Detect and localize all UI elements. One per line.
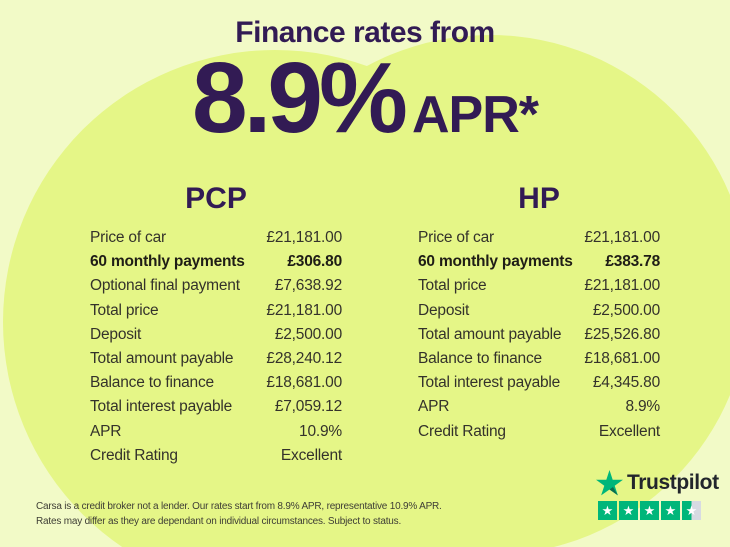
row-label: 60 monthly payments bbox=[90, 253, 245, 271]
trustpilot-wordmark-row bbox=[596, 470, 719, 496]
hp-table-title: HP bbox=[518, 182, 560, 215]
row-label: Balance to finance bbox=[90, 374, 214, 392]
table-row bbox=[418, 250, 660, 274]
star-icon: ★ bbox=[622, 503, 635, 518]
row-value: Excellent bbox=[598, 422, 660, 440]
rate-apr-suffix: APR* bbox=[411, 86, 538, 144]
table-row bbox=[90, 299, 342, 323]
star-box-full-icon bbox=[661, 501, 680, 520]
star-icon: ★ bbox=[643, 503, 656, 518]
banner-title: Finance rates from bbox=[235, 16, 495, 49]
row-value: £18,681.00 bbox=[266, 374, 342, 392]
table-row bbox=[418, 274, 660, 298]
table-row bbox=[90, 371, 342, 395]
legal-disclaimer bbox=[36, 499, 442, 529]
row-label: Optional final payment bbox=[90, 277, 240, 295]
row-label: Deposit bbox=[90, 325, 142, 343]
star-box-full-icon bbox=[598, 501, 617, 520]
row-label: Total interest payable bbox=[90, 398, 233, 416]
row-label: Total amount payable bbox=[418, 325, 562, 343]
trustpilot-star-icon bbox=[596, 470, 623, 496]
row-label: Deposit bbox=[418, 301, 470, 319]
trustpilot-brand-name: Trustpilot bbox=[627, 471, 719, 494]
table-row bbox=[90, 323, 342, 347]
table-row bbox=[90, 274, 342, 298]
table-row bbox=[418, 395, 660, 419]
row-label: Balance to finance bbox=[418, 350, 542, 368]
row-label: APR bbox=[418, 398, 450, 416]
row-value: Excellent bbox=[280, 446, 342, 464]
star-icon: ★ bbox=[664, 503, 677, 518]
row-value: £2,500.00 bbox=[592, 301, 660, 319]
row-label: Total amount payable bbox=[90, 350, 234, 368]
row-label: APR bbox=[90, 422, 122, 440]
star-icon: ★ bbox=[685, 503, 698, 518]
row-value: £21,181.00 bbox=[266, 229, 342, 247]
table-row bbox=[418, 226, 660, 250]
star-box-half-icon bbox=[682, 501, 701, 520]
star-box-full-icon bbox=[640, 501, 659, 520]
row-value: £21,181.00 bbox=[584, 229, 660, 247]
table-row bbox=[418, 323, 660, 347]
disclaimer-line-1: Carsa is a credit broker not a lender. Our rates start from 8.9% APR, representative 10.9% APR. bbox=[36, 501, 442, 512]
table-row bbox=[418, 347, 660, 371]
row-value: £25,526.80 bbox=[584, 325, 660, 343]
row-label: Credit Rating bbox=[418, 422, 506, 440]
row-value: 10.9% bbox=[299, 422, 342, 440]
hp-finance-table bbox=[418, 182, 660, 444]
row-value: 8.9% bbox=[625, 398, 660, 416]
row-label: Price of car bbox=[418, 229, 494, 247]
star-icon: ★ bbox=[601, 503, 614, 518]
table-row bbox=[90, 420, 342, 444]
row-value: £2,500.00 bbox=[274, 325, 342, 343]
row-label: Credit Rating bbox=[90, 446, 178, 464]
row-label: Total price bbox=[418, 277, 487, 295]
table-row bbox=[418, 371, 660, 395]
row-label: Price of car bbox=[90, 229, 166, 247]
trustpilot-rating-stars bbox=[598, 501, 719, 520]
row-value: £18,681.00 bbox=[584, 350, 660, 368]
table-row bbox=[90, 444, 342, 468]
disclaimer-line-2: Rates may differ as they are dependant on individual circumstances. Subject to status. bbox=[36, 516, 402, 527]
row-label: 60 monthly payments bbox=[418, 253, 573, 271]
table-row bbox=[90, 395, 342, 419]
row-label: Total price bbox=[90, 301, 159, 319]
row-value: £7,059.12 bbox=[274, 398, 342, 416]
pcp-finance-table bbox=[90, 182, 342, 468]
table-row bbox=[90, 226, 342, 250]
row-value: £383.78 bbox=[605, 253, 660, 271]
trustpilot-badge bbox=[596, 470, 719, 520]
row-value: £306.80 bbox=[287, 253, 342, 271]
rate-percentage: 8.9% bbox=[192, 42, 404, 154]
row-value: £4,345.80 bbox=[592, 374, 660, 392]
star-box-full-icon bbox=[619, 501, 638, 520]
row-label: Total interest payable bbox=[418, 374, 561, 392]
row-value: £21,181.00 bbox=[266, 301, 342, 319]
table-row bbox=[418, 299, 660, 323]
row-value: £21,181.00 bbox=[584, 277, 660, 295]
table-row bbox=[418, 420, 660, 444]
headline-rate bbox=[0, 42, 730, 154]
row-value: £7,638.92 bbox=[274, 277, 342, 295]
row-value: £28,240.12 bbox=[266, 350, 342, 368]
table-row bbox=[90, 347, 342, 371]
table-row bbox=[90, 250, 342, 274]
pcp-table-title: PCP bbox=[185, 182, 247, 215]
